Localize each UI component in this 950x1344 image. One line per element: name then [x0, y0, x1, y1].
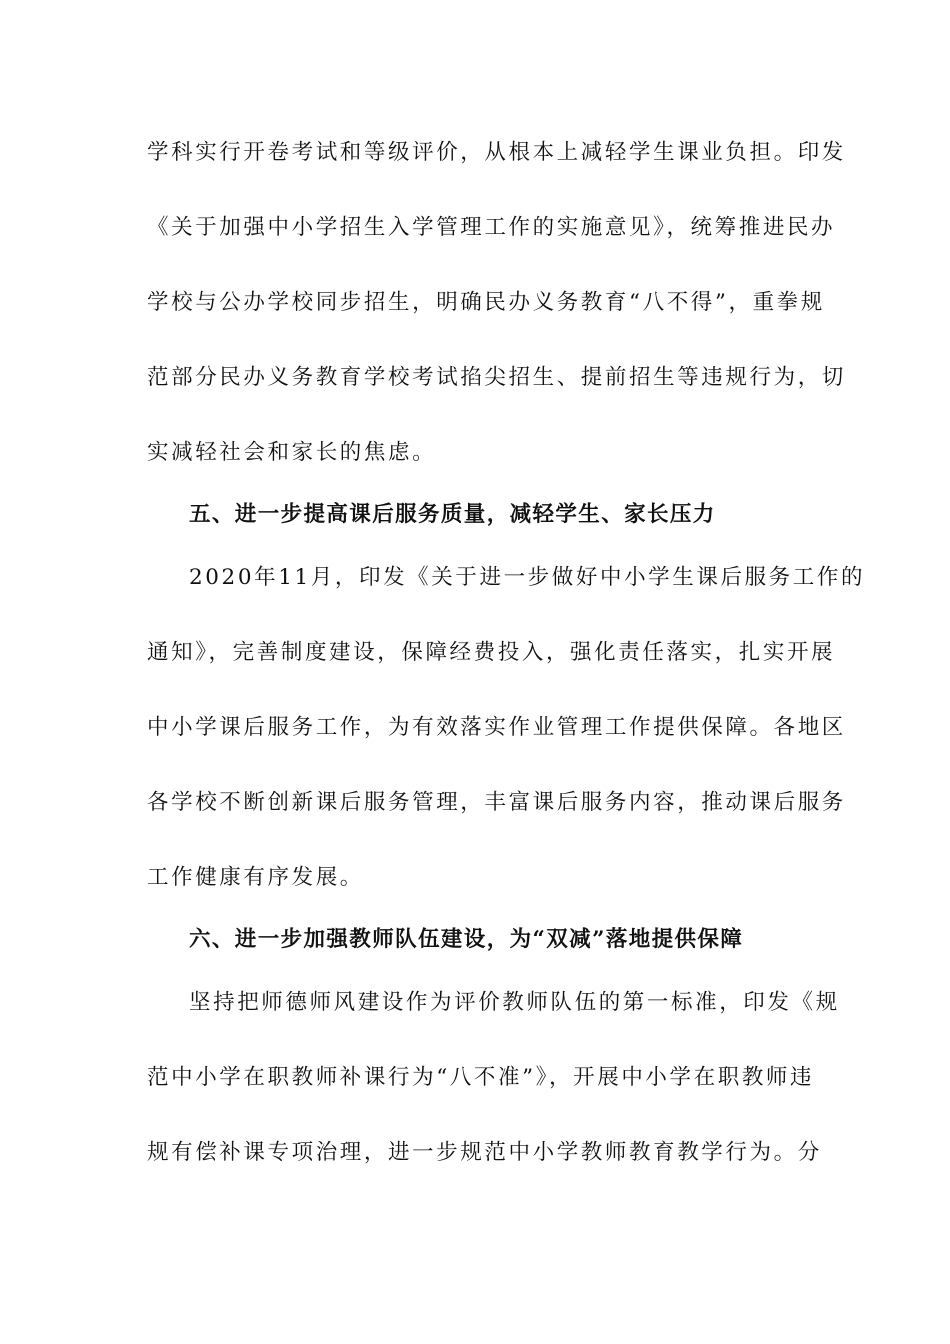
paragraph-2-line-2: 通知》，完善制度建设，保障经费投入，强化责任落实，扎实开展 [147, 640, 836, 665]
paragraph-2-line-5: 工作健康有序发展。 [147, 865, 364, 890]
paragraph-3-line-3: 规有偿补课专项治理，进一步规范中小学教师教育教学行为。分 [147, 1140, 822, 1165]
paragraph-1-line-5: 实减轻社会和家长的焦虑。 [147, 440, 437, 465]
paragraph-1-line-4: 范部分民办义务教育学校考试掐尖招生、提前招生等违规行为，切 [147, 365, 846, 390]
paragraph-2-line-1: 2020年11月，印发《关于进一步做好中小学生课后服务工作的 [189, 565, 866, 590]
section-heading-6: 六、进一步加强教师队伍建设，为“双减”落地提供保障 [189, 927, 744, 952]
paragraph-1-line-3: 学校与公办学校同步招生，明确民办义务教育“八不得”，重拳规 [147, 290, 825, 315]
paragraph-3-line-1: 坚持把师德师风建设作为评价教师队伍的第一标准，印发《规 [189, 990, 840, 1015]
paragraph-2-line-3: 中小学课后服务工作，为有效落实作业管理工作提供保障。各地区 [147, 715, 846, 740]
paragraph-1-line-2: 《关于加强中小学招生入学管理工作的实施意见》，统筹推进民办 [147, 215, 836, 240]
paragraph-1-line-1: 学科实行开卷考试和等级评价，从根本上减轻学生课业负担。印发 [147, 140, 846, 165]
section-heading-5: 五、进一步提高课后服务质量，减轻学生、家长压力 [189, 502, 716, 527]
paragraph-2-line-4: 各学校不断创新课后服务管理，丰富课后服务内容，推动课后服务 [147, 790, 846, 815]
paragraph-3-line-2: 范中小学在职教师补课行为“八不准”》，开展中小学在职教师违 [147, 1065, 815, 1090]
